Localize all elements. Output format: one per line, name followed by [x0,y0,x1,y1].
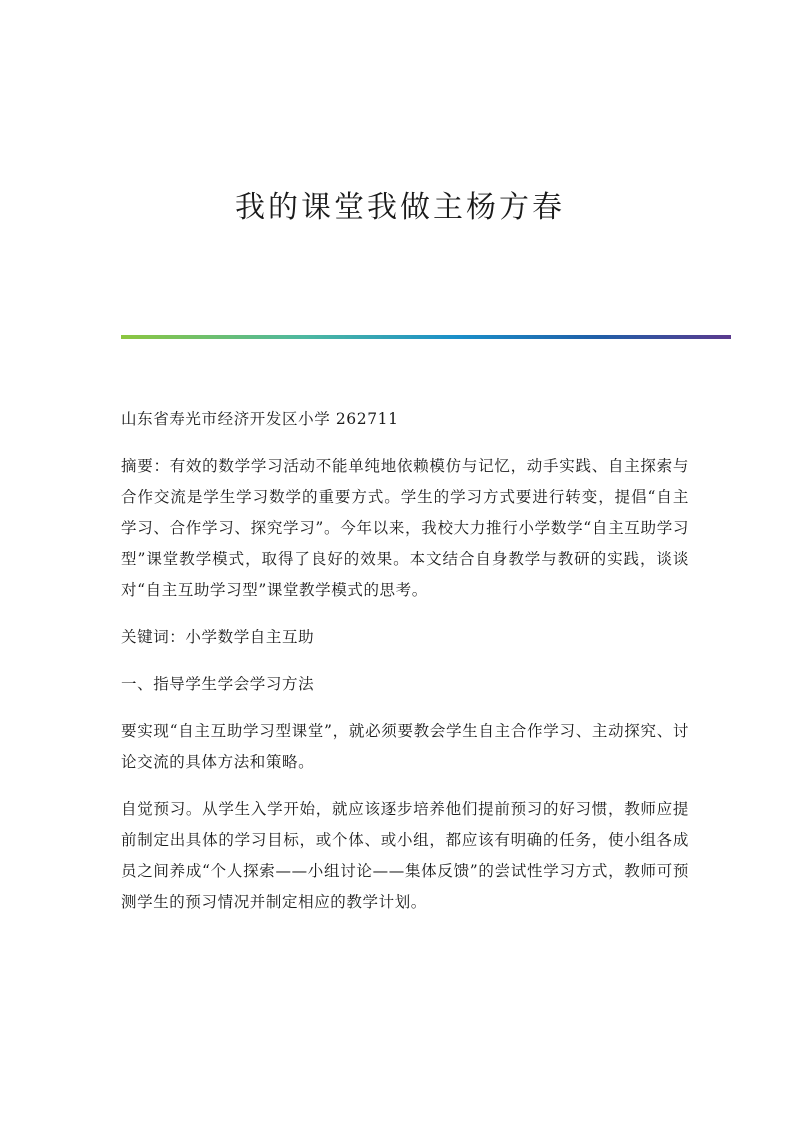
body-paragraph: 自觉预习。从学生入学开始，就应该逐步培养他们提前预习的好习惯，教师应提前制定出具体的学习目标，或个体、或小组，都应该有明确的任务，使小组各成员之间养成“个人探索——小组讨论——集体反馈”的尝试性学习方式，教师可预测学生的预习情况并制定相应的教学计划。 [121,800,689,911]
keywords-line: 关键词：小学数学自主互助 [121,628,315,646]
abstract-paragraph: 摘要：有效的数学学习活动不能单纯地依赖模仿与记忆，动手实践、自主探索与合作交流是学生学习数学的重要方式。学生的学习方式要进行转变，提倡“自主学习、合作学习、探究学习”。今年以来，我校大力推行小学数学“自主互助学习型”课堂教学模式，取得了良好的效果。本文结合自身教学与教研的实践，谈谈对“自主互助学习型”课堂教学模式的思考。 [121,457,689,599]
document-body [121,404,689,934]
body-paragraph: 要实现“自主互助学习型课堂”，就必须要教会学生自主合作学习、主动探究、讨论交流的具体方法和策略。 [121,722,689,771]
section-heading: 一、指导学生学会学习方法 [121,675,315,693]
document-title: 我的课堂我做主杨方春 [235,190,565,225]
title-divider [121,335,731,339]
author-affiliation: 山东省寿光市经济开发区小学 262711 [121,410,399,428]
